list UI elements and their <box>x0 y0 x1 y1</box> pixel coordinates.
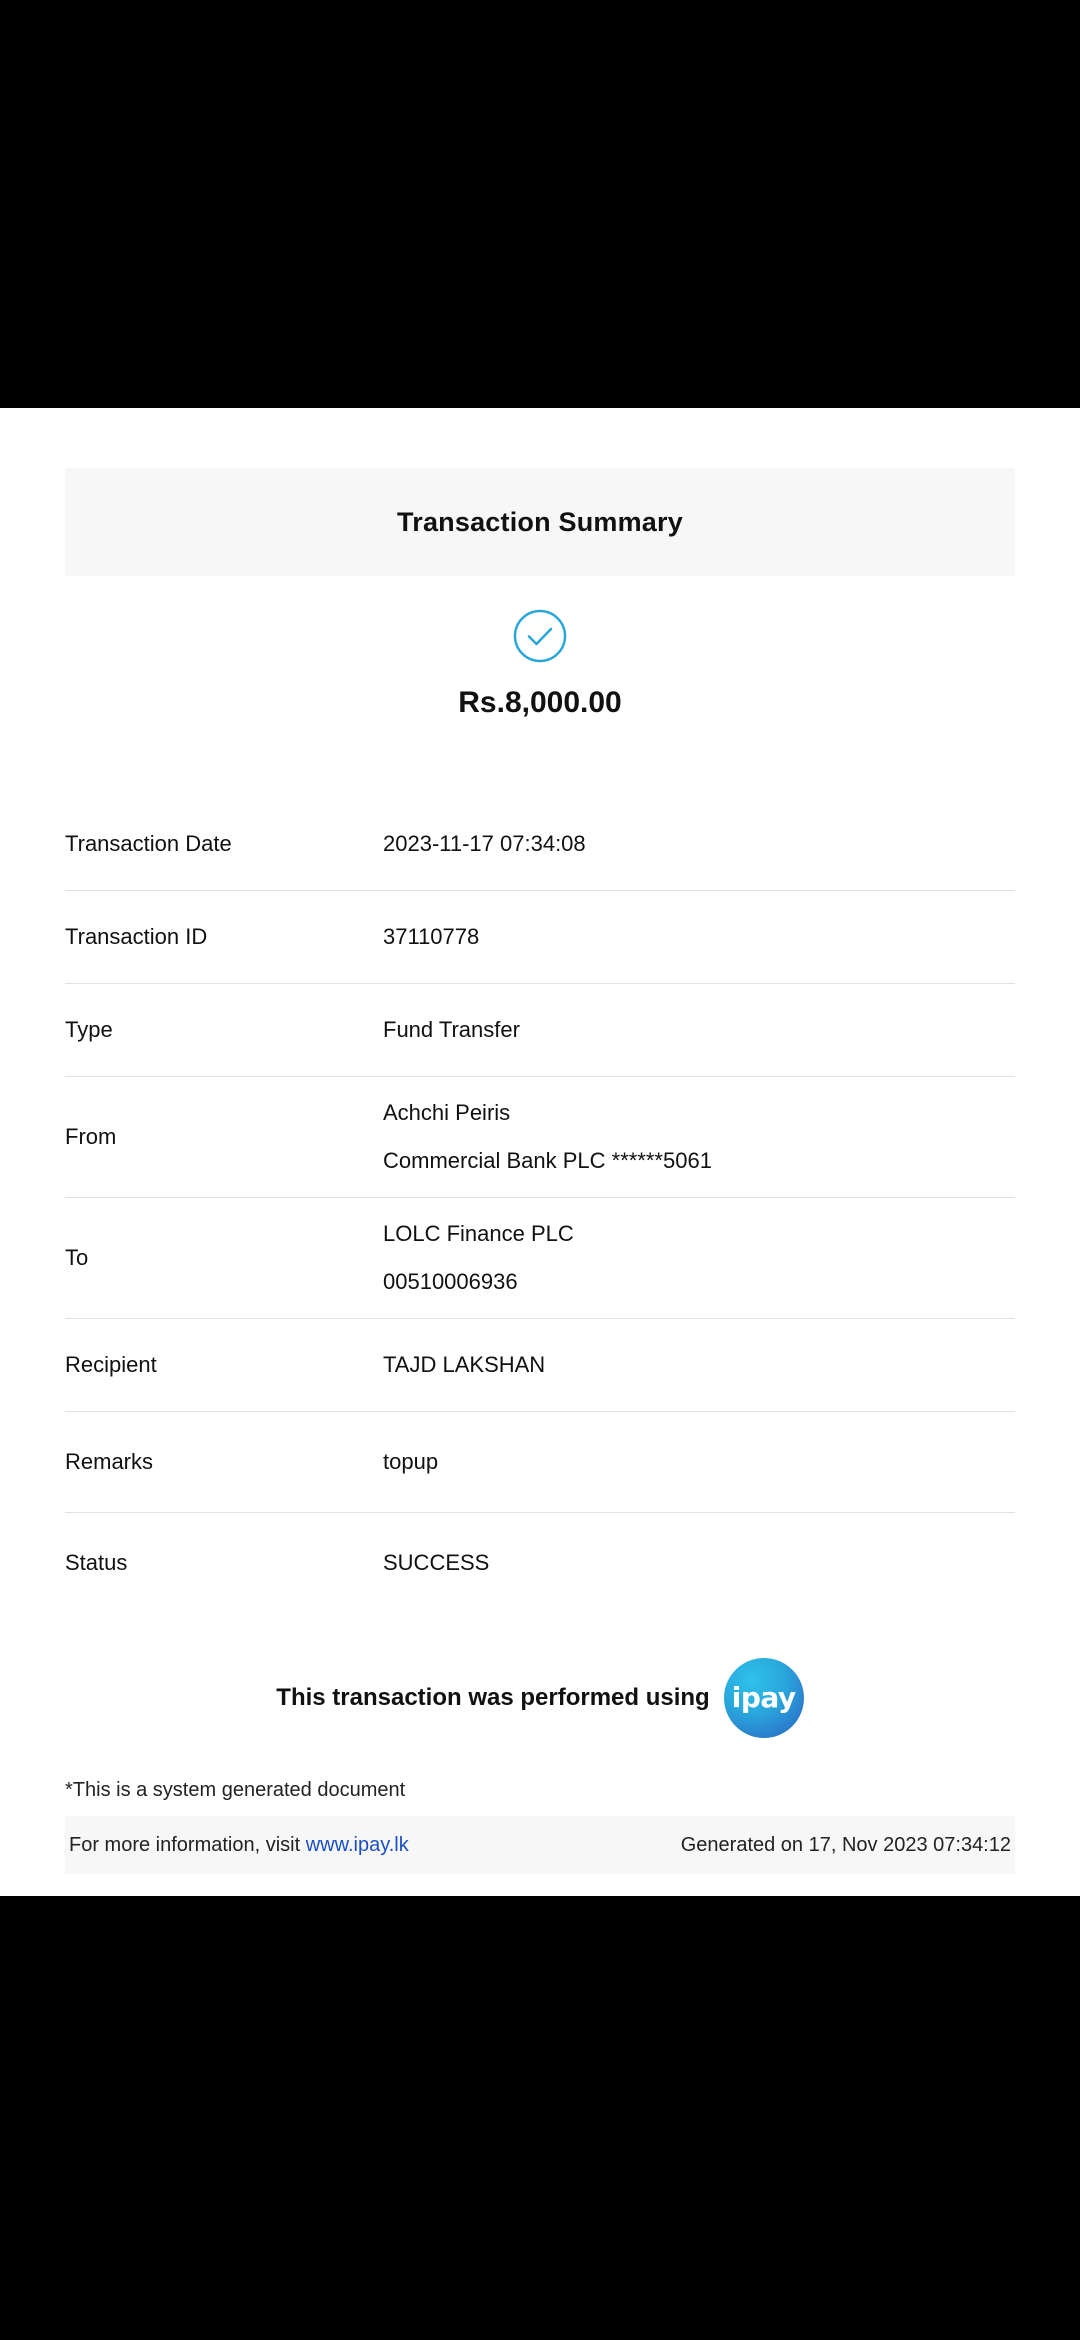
ipay-website-link[interactable]: www.ipay.lk <box>305 1833 409 1856</box>
table-row <box>65 1412 1015 1513</box>
row-value-line: LOLC Finance PLC <box>383 1221 574 1246</box>
ipay-logo-icon <box>724 1658 804 1738</box>
row-value <box>383 1412 1015 1512</box>
row-value <box>383 1513 1015 1613</box>
row-label: Transaction ID <box>65 924 208 949</box>
row-value <box>383 798 1015 890</box>
row-label: Type <box>65 1017 113 1042</box>
document-header-band <box>65 468 1015 576</box>
performed-using-row <box>0 1643 1080 1753</box>
transaction-details-table <box>65 798 1015 1613</box>
table-row <box>65 1198 1015 1319</box>
ipay-logo-label: ipay <box>731 1681 796 1714</box>
table-row <box>65 1513 1015 1613</box>
table-row <box>65 1077 1015 1198</box>
row-label: To <box>65 1245 89 1270</box>
status-badge: SUCCESS <box>383 1550 490 1575</box>
document-footer <box>65 1816 1015 1874</box>
row-label: Remarks <box>65 1449 154 1474</box>
page-title: Transaction Summary <box>397 506 683 537</box>
row-value-line: 37110778 <box>383 924 480 949</box>
table-row <box>65 1319 1015 1412</box>
footer-info-prefix: For more information, visit <box>69 1833 306 1856</box>
row-value-line-2: 00510006936 <box>383 1269 518 1294</box>
check-circle-icon <box>512 608 568 664</box>
performed-using-label: This transaction was performed using <box>276 1684 710 1711</box>
row-value <box>383 1077 1015 1197</box>
transaction-amount: Rs.8,000.00 <box>458 686 622 719</box>
row-label: Status <box>65 1550 128 1575</box>
row-value <box>383 1319 1015 1411</box>
row-label: Recipient <box>65 1352 157 1377</box>
table-row <box>65 798 1015 891</box>
row-label: Transaction Date <box>65 831 232 856</box>
table-row <box>65 891 1015 984</box>
row-label: From <box>65 1124 117 1149</box>
row-value-line-2: Commercial Bank PLC ******5061 <box>383 1148 712 1173</box>
row-value-line: topup <box>383 1449 439 1474</box>
row-value-line: Achchi Peiris <box>383 1100 511 1125</box>
row-value-line: TAJD LAKSHAN <box>383 1352 546 1377</box>
footer-info <box>69 1834 409 1857</box>
row-value <box>383 984 1015 1076</box>
row-value <box>383 1198 1015 1318</box>
system-generated-note: *This is a system generated document <box>65 1779 406 1801</box>
row-value-line: Fund Transfer <box>383 1017 520 1042</box>
transaction-receipt-document <box>0 408 1080 1896</box>
row-value <box>383 891 1015 983</box>
table-row <box>65 984 1015 1077</box>
row-value-line: 2023-11-17 07:34:08 <box>383 831 586 856</box>
generated-on-text: Generated on 17, Nov 2023 07:34:12 <box>680 1833 1011 1856</box>
status-icon-wrap <box>0 608 1080 664</box>
